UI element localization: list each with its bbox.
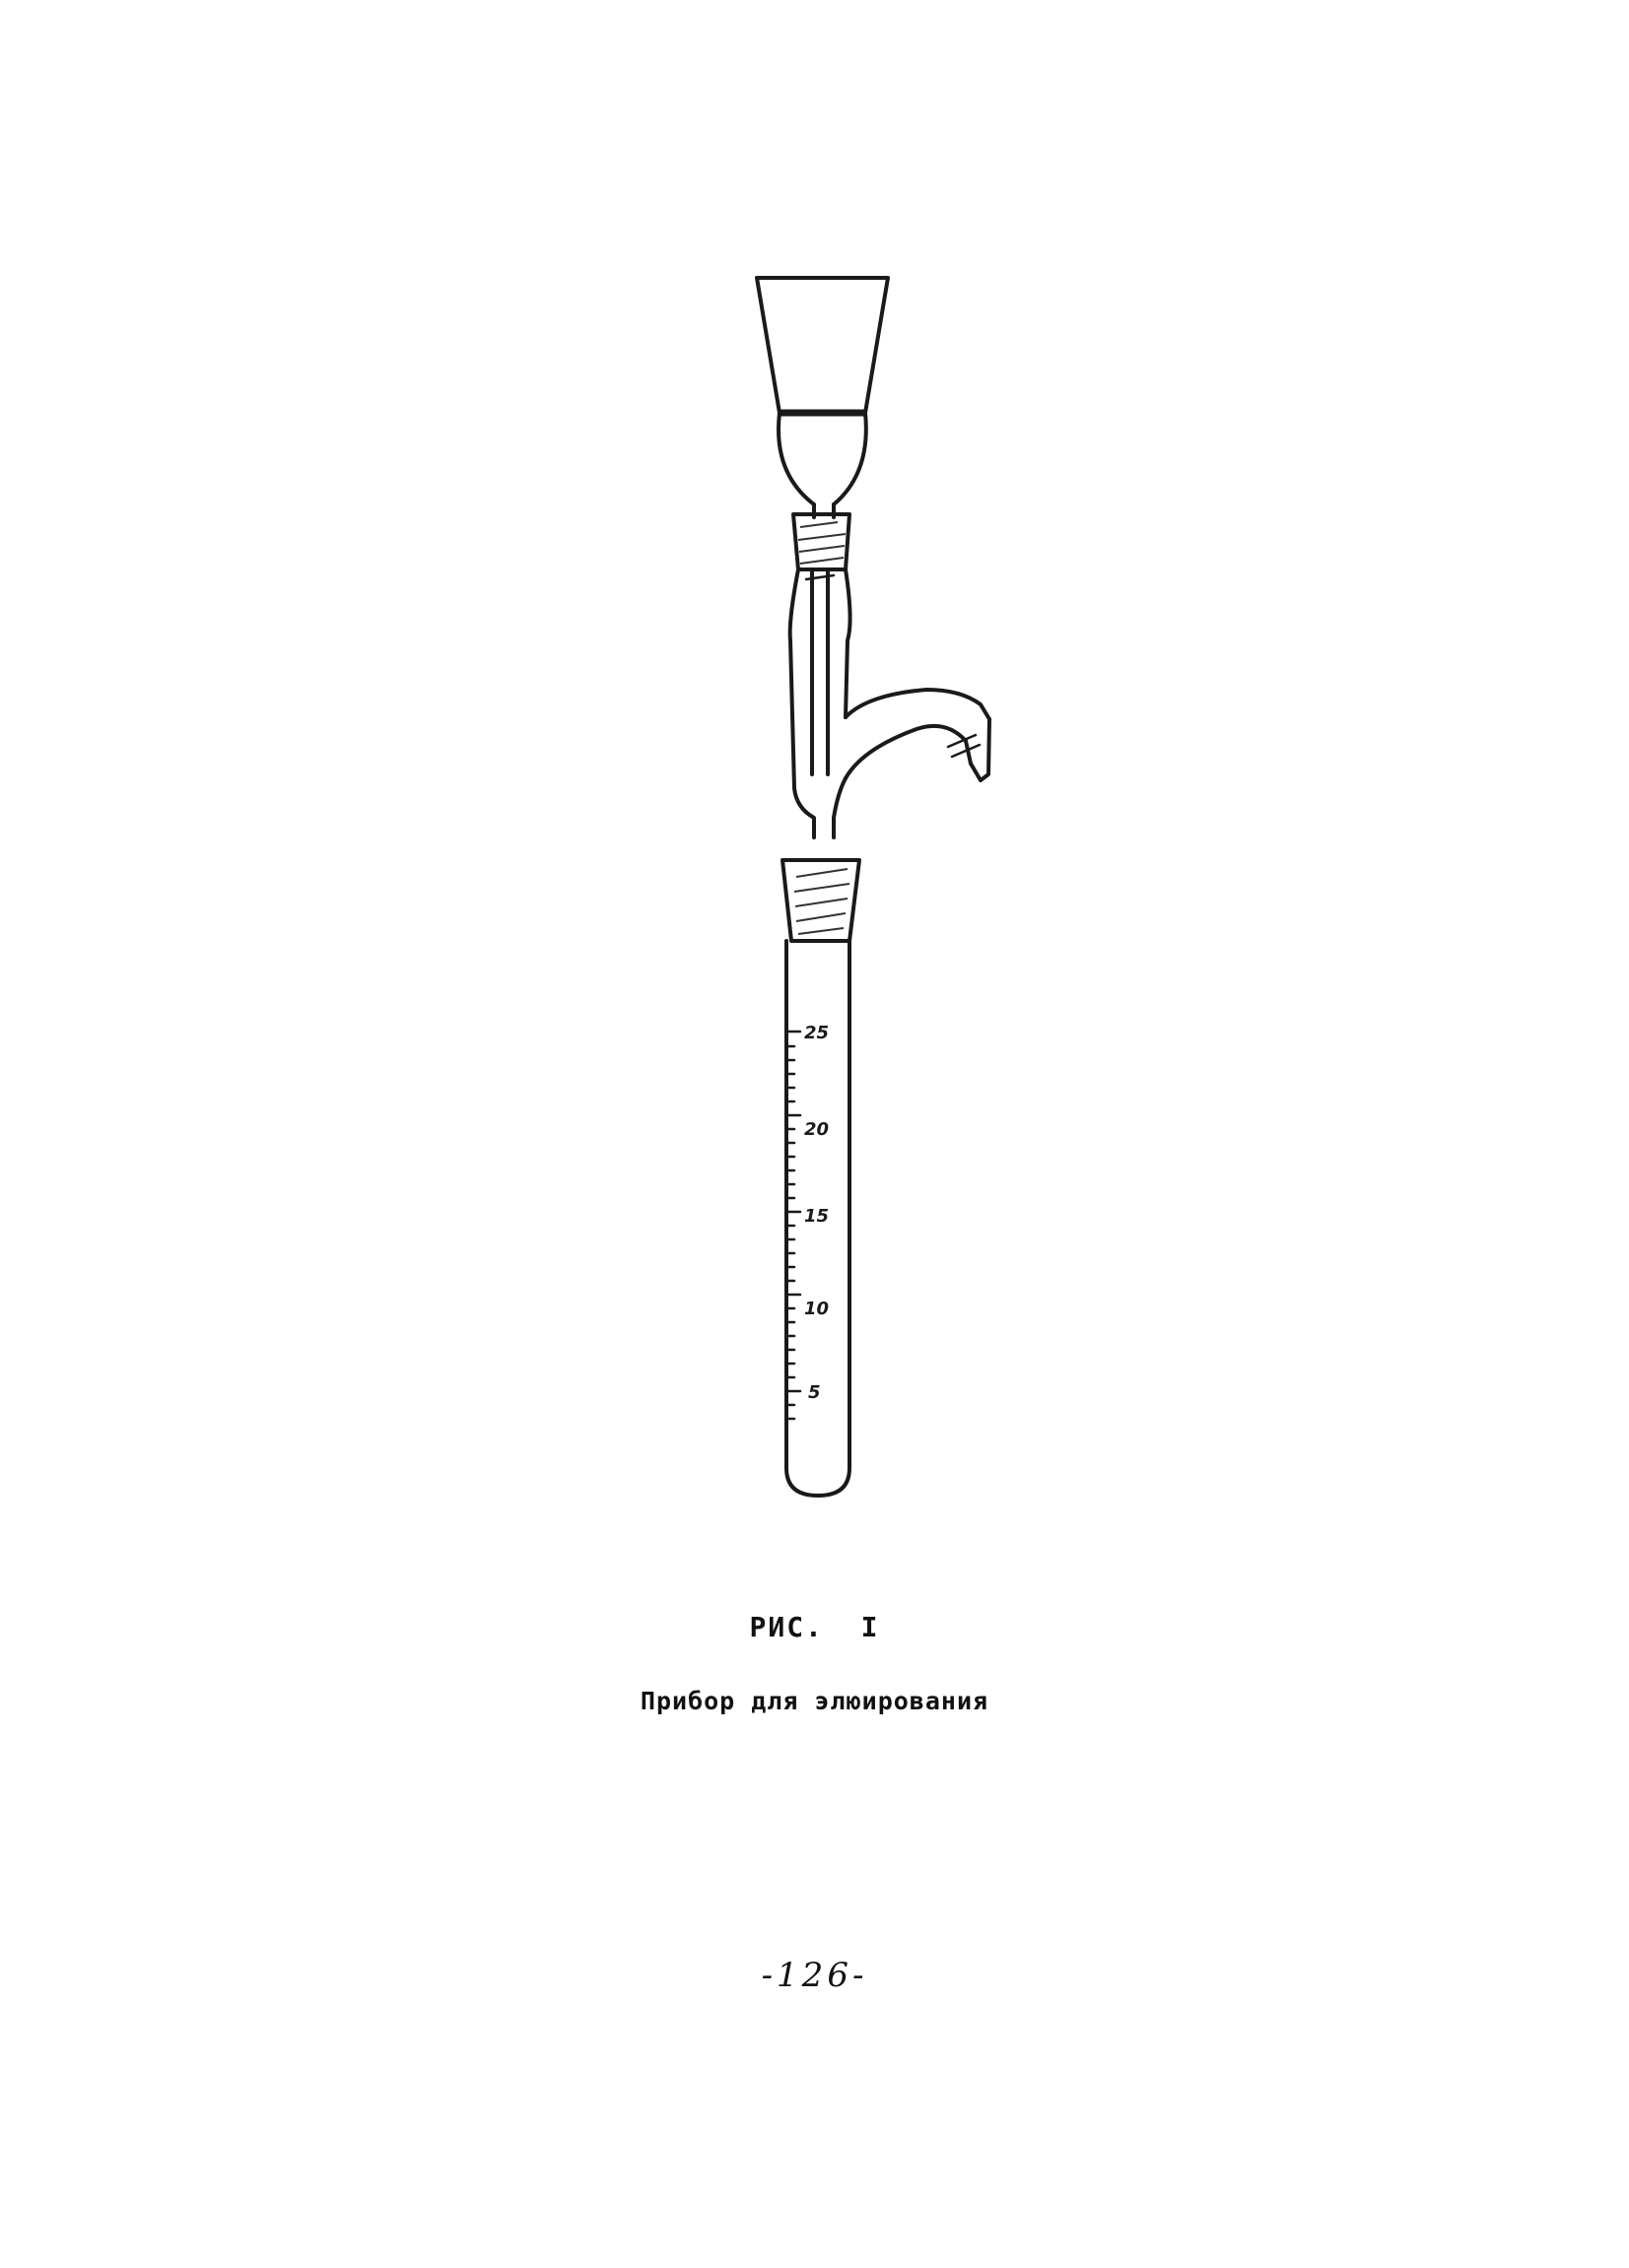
- scale-label-5: 5: [808, 1382, 821, 1403]
- side-arm: [846, 690, 989, 780]
- lower-stopper: [782, 860, 859, 941]
- scale-label-25: 25: [804, 1023, 830, 1043]
- figure-label: [0, 1611, 1629, 1643]
- figure-label-text: РИС. I: [749, 1611, 880, 1643]
- graduation-ticks: [786, 1032, 800, 1419]
- figure-title: [0, 1687, 1629, 1715]
- upper-stopper: [793, 514, 849, 569]
- page-number: -126-: [761, 1956, 868, 1995]
- inner-tube: [806, 569, 834, 774]
- funnel: [757, 278, 888, 517]
- scale-label-10: 10: [804, 1299, 830, 1319]
- outer-vessel: [790, 569, 850, 837]
- scale-label-15: 15: [804, 1206, 830, 1227]
- figure-title-text: Прибор для элюирования: [640, 1687, 989, 1715]
- scale-label-20: 20: [804, 1119, 830, 1140]
- graduated-tube: [786, 941, 849, 1496]
